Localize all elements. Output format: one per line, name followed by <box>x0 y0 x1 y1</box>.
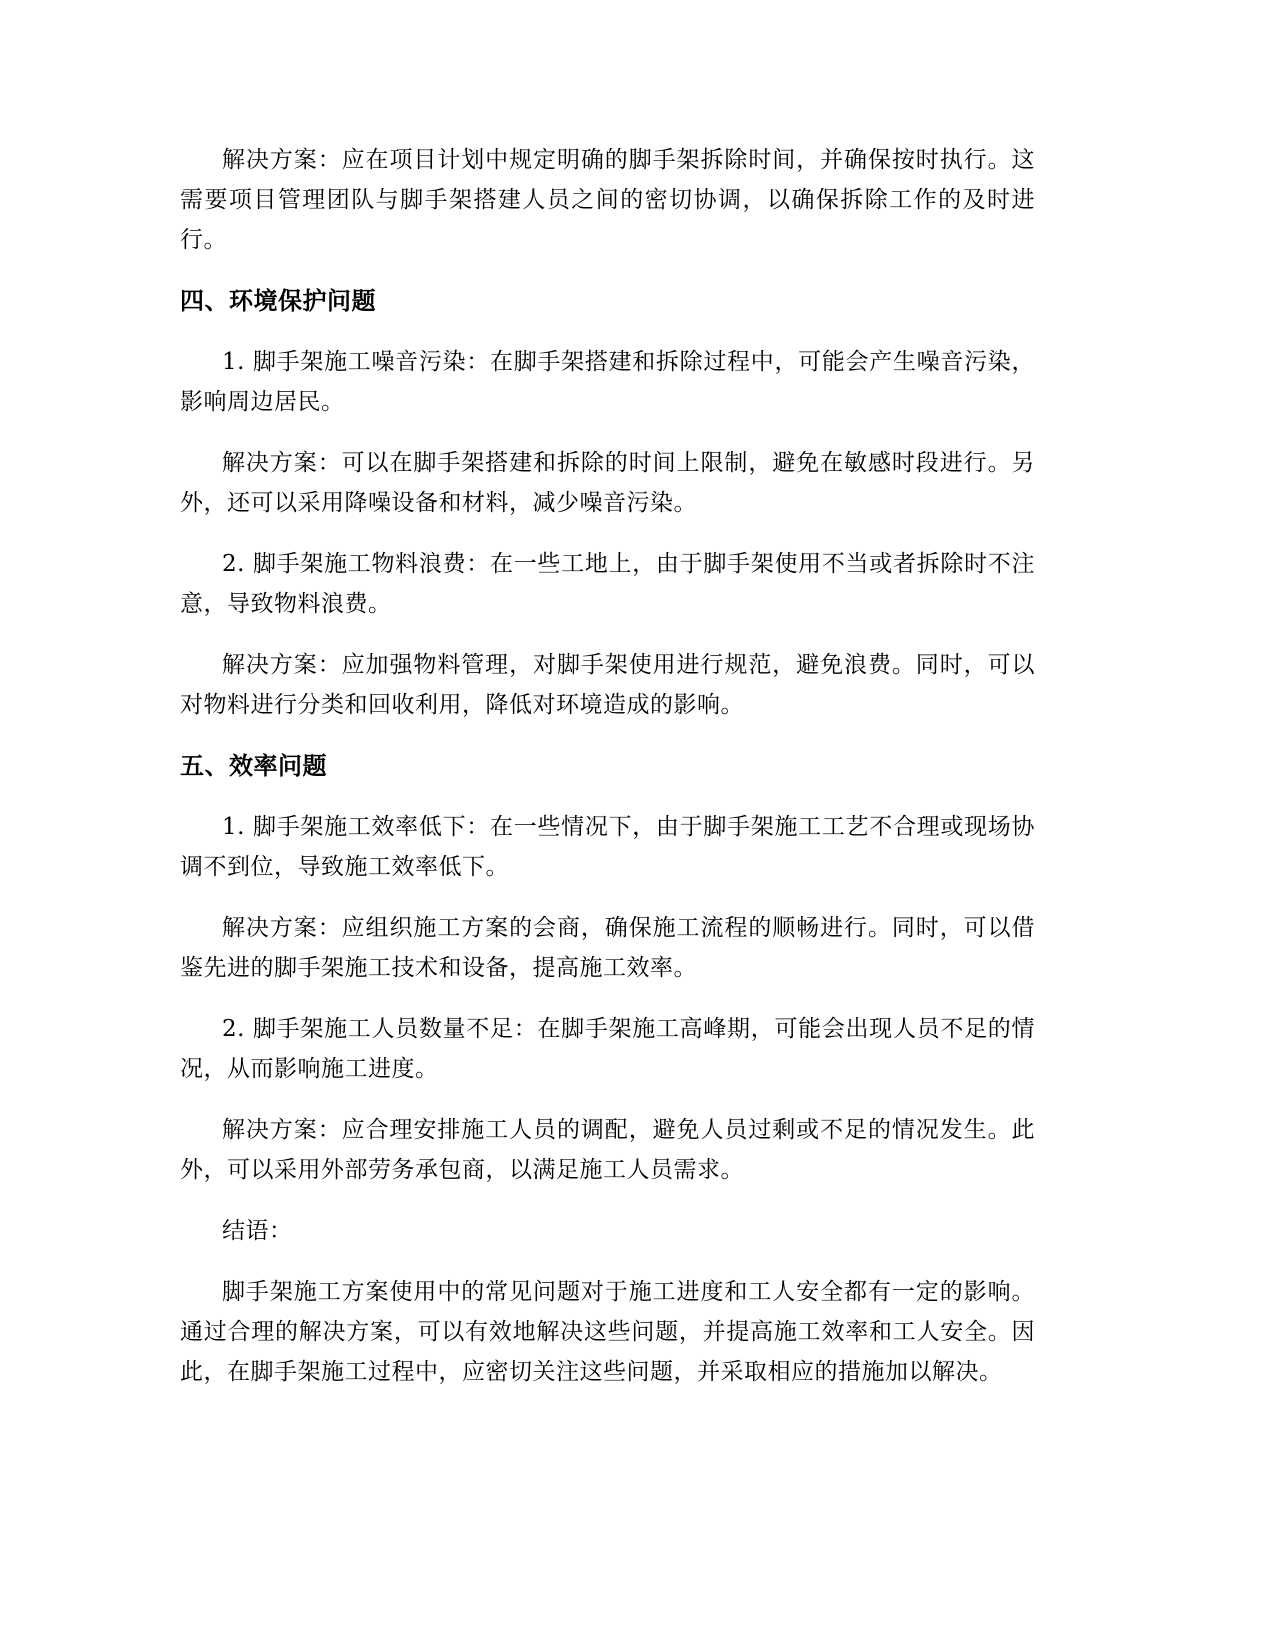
heading-efficiency: 五、效率问题 <box>180 752 327 780</box>
paragraph-removal-solution: 解决方案：应在项目计划中规定明确的脚手架拆除时间，并确保按时执行。这需要项目管理团队与脚手架搭建人员之间的密切协调，以确保拆除工作的及时进行。 <box>180 147 1035 253</box>
paragraph-staff-shortage: 2. 脚手架施工人员数量不足：在脚手架施工高峰期，可能会出现人员不足的情况，从而影响施工进度。 <box>180 1016 1035 1082</box>
paragraph-material-solution: 解决方案：应加强物料管理，对脚手架使用进行规范，避免浪费。同时，可以对物料进行分类和回收利用，降低对环境造成的影响。 <box>180 652 1035 718</box>
paragraph-material-waste: 2. 脚手架施工物料浪费：在一些工地上，由于脚手架使用不当或者拆除时不注意，导致物料浪费。 <box>180 551 1035 617</box>
paragraph-conclusion-label: 结语： <box>222 1218 293 1244</box>
paragraph-low-efficiency: 1. 脚手架施工效率低下：在一些情况下，由于脚手架施工工艺不合理或现场协调不到位，导致施工效率低下。 <box>180 814 1035 880</box>
paragraph-staff-solution: 解决方案：应合理安排施工人员的调配，避免人员过剩或不足的情况发生。此外，可以采用外部劳务承包商，以满足施工人员需求。 <box>180 1117 1035 1183</box>
document-page <box>180 140 1035 1413</box>
paragraph-noise-pollution: 1. 脚手架施工噪音污染：在脚手架搭建和拆除过程中，可能会产生噪音污染，影响周边居民。 <box>180 349 1035 415</box>
paragraph-conclusion: 脚手架施工方案使用中的常见问题对于施工进度和工人安全都有一定的影响。通过合理的解决方案，可以有效地解决这些问题，并提高施工效率和工人安全。因此，在脚手架施工过程中，应密切关注这些问题，并采取相应的措施加以解决。 <box>180 1279 1035 1385</box>
paragraph-efficiency-solution: 解决方案：应组织施工方案的会商，确保施工流程的顺畅进行。同时，可以借鉴先进的脚手架施工技术和设备，提高施工效率。 <box>180 915 1035 981</box>
heading-environmental-protection: 四、环境保护问题 <box>180 287 376 315</box>
paragraph-noise-solution: 解决方案：可以在脚手架搭建和拆除的时间上限制，避免在敏感时段进行。另外，还可以采用降噪设备和材料，减少噪音污染。 <box>180 450 1035 516</box>
